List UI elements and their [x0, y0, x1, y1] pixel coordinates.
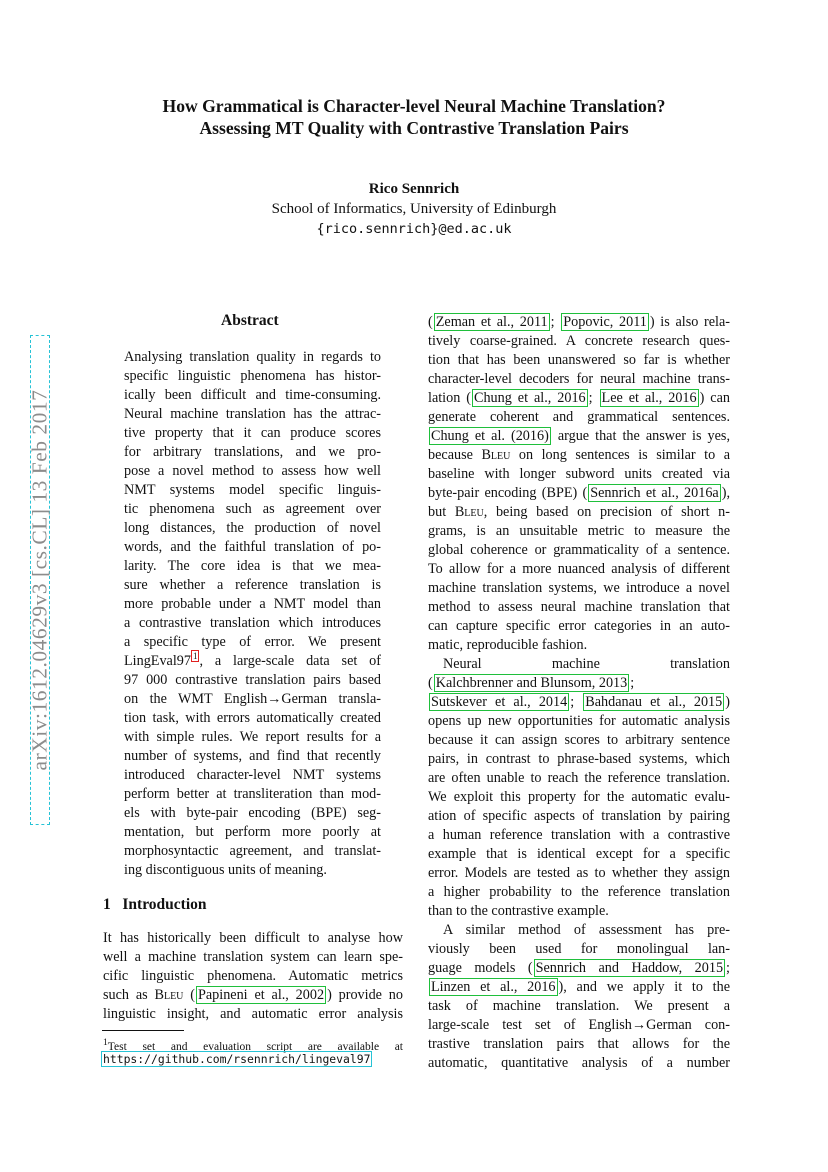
right-line	[428, 446, 730, 465]
abstract-line: more probable under a NMT model than	[124, 596, 381, 612]
right-line: can capture specific error categories in an auto-	[428, 618, 730, 634]
abstract-line: perform better at transliteration than mod-	[124, 786, 381, 802]
abstract-line: tic phenomena such as agreement over	[124, 501, 381, 517]
intro-line: well a machine translation system can learn spe-	[103, 949, 403, 965]
right-line: guage models ( Sennrich and Haddow, 2015 ;	[428, 960, 730, 976]
right-line: example that is identical except for a specific	[428, 846, 730, 862]
right-line: We exploit this property for the automatic evalu-	[428, 789, 730, 805]
text-run: on long sentences is similar to a	[510, 447, 730, 463]
citation-link[interactable]: Sennrich et al., 2016a	[590, 485, 719, 501]
right-line: trastive translation pairs that allows for the	[428, 1036, 730, 1052]
right-line: Sutskever et al., 2014 ; Bahdanau et al., 2015 )	[431, 694, 730, 710]
text-run: byte-pair encoding (BPE) (	[428, 485, 588, 501]
footnote-url-link[interactable]: https://github.com/rsennrich/lingeval97	[103, 1052, 371, 1066]
right-line: global coherence or grammaticality of a sentence.	[428, 542, 730, 558]
abstract-line: with simple rules. We report results for a	[124, 729, 381, 745]
citation-link[interactable]: Bahdanau et al., 2015	[585, 694, 723, 710]
citation-link[interactable]: Papineni et al., 2002	[197, 987, 325, 1003]
abstract-line: 97 000 contrastive translation pairs based	[124, 672, 381, 688]
abstract-line: ing discontiguous units of meaning.	[124, 862, 327, 878]
intro-line: It has historically been difficult to analyse how	[103, 930, 403, 946]
arxiv-stamp-text: arXiv:1612.04629v3 [cs.CL] 13 Feb 2017	[27, 389, 52, 771]
right-line	[428, 427, 730, 446]
right-line: method to assess neural machine translation that	[428, 599, 730, 615]
right-line: machine translation systems, we introduce a novel	[428, 580, 730, 596]
right-line	[428, 484, 730, 503]
abstract-line	[124, 652, 381, 671]
citation-link[interactable]: Chung et al. (2016)	[431, 428, 549, 444]
text-run: provide no	[331, 987, 403, 1003]
right-line: baseline with longer subword units created via	[428, 466, 730, 482]
right-line	[428, 503, 730, 522]
citation-link[interactable]: Lee et al., 2016	[601, 390, 697, 406]
intro-heading	[103, 895, 207, 914]
footnote-marker: 1	[103, 1037, 108, 1048]
footnote-marker-link[interactable]: 1	[192, 651, 198, 662]
text-run: translation	[670, 656, 730, 672]
abstract-line: larity. The core idea is that we mea-	[124, 558, 381, 574]
abstract-line: Neural machine translation has the attrac-	[124, 406, 381, 422]
abstract-line: long distances, the production of novel	[124, 520, 381, 536]
text-run: ),	[721, 485, 730, 501]
right-line: To allow for a more nuanced analysis of different	[428, 561, 730, 577]
right-line: lation ( Chung et al., 2016 ; Lee et al., 2016 ) can	[428, 390, 730, 406]
citation-link[interactable]: Sutskever et al., 2014	[431, 694, 568, 710]
text-run: guage models (	[428, 960, 533, 976]
text-run: but	[428, 504, 455, 520]
citation-link[interactable]: Kalchbrenner and Blunsom, 2013	[435, 675, 628, 691]
text-run: ), and we apply it to the	[558, 979, 730, 995]
intro-heading-number: 1	[103, 896, 111, 913]
footnote-url-line	[101, 1050, 372, 1069]
abstract-line: on the WMT English→German transla-	[124, 691, 381, 707]
abstract-line: morphosyntactic agreement, and translat-	[124, 843, 381, 859]
abstract-line: ically been difficult and time-consuming.	[124, 387, 381, 403]
right-line: large-scale test set of English→German con-	[428, 1017, 730, 1033]
abstract-line: tive property that it can produce scores	[124, 425, 381, 441]
right-line: tively coarse-grained. A concrete research ques-	[428, 333, 730, 349]
right-line: pairs, in contrast to phrase-based systems, which	[428, 751, 730, 767]
right-line: character-level decoders for neural machine trans-	[428, 371, 730, 387]
paper-title-line-2: Assessing MT Quality with Contrastive Translation Pairs	[199, 118, 629, 138]
abstract-line: mentation, but perform more poorly at	[124, 824, 381, 840]
abstract-line: a contrastive translation which introduces	[124, 615, 381, 631]
citation-link[interactable]: Zeman et al., 2011	[435, 314, 548, 330]
right-line: tion that has been unanswered so far is whether	[428, 352, 730, 368]
right-line: viously been used for monolingual lan-	[428, 941, 730, 957]
text-run: because	[428, 447, 482, 463]
right-line: error. Models are tested as to whether they assign	[428, 865, 730, 881]
right-line	[428, 978, 730, 997]
footnote-rule	[102, 1030, 184, 1031]
citation-link[interactable]: Linzen et al., 2016	[431, 979, 556, 995]
abstract-line: introduced character-level NMT systems	[124, 767, 381, 783]
paper-title-line-1: How Grammatical is Character-level Neural Machine Translation?	[162, 96, 666, 116]
citation-link[interactable]: Chung et al., 2016	[474, 390, 586, 406]
right-line: than to the contrastive example.	[428, 903, 609, 919]
text-run: ) is also rela-	[649, 314, 731, 330]
text-run: LingEval97	[124, 653, 191, 669]
author-affiliation: School of Informatics, University of Edinburgh	[271, 201, 557, 217]
text-run: Test set and evaluation script are available at	[107, 1040, 403, 1053]
right-line: A similar method of assessment has pre-	[443, 922, 730, 938]
right-line: ( Kalchbrenner and Blunsom, 2013 ;	[428, 675, 635, 691]
abstract-line: pose a novel method to assess how well	[124, 463, 381, 479]
bleu-term: Bleu	[481, 447, 511, 463]
text-run: lation (	[428, 390, 471, 406]
text-run: machine	[551, 656, 600, 672]
intro-line: such as Bleu ( Papineni et al., 2002 ) provide no	[103, 987, 403, 1003]
right-line: are often unable to reach the reference translation.	[428, 770, 730, 786]
text-run: , being based on precision of short n-	[483, 504, 730, 520]
right-line: a higher probability to the reference translation	[428, 884, 730, 900]
text-run: ) can	[699, 390, 730, 406]
arxiv-stamp-link[interactable]	[27, 335, 52, 825]
right-line: task of machine translation. We present a	[428, 998, 730, 1014]
right-line: matic, reproducible fashion.	[428, 637, 588, 653]
right-line: automatic, quantitative analysis of a number	[428, 1055, 730, 1071]
text-run: , a large-scale data set of	[199, 653, 381, 669]
citation-link[interactable]: Sennrich and Haddow, 2015	[535, 960, 724, 976]
text-run: argue that the answer is yes,	[551, 428, 730, 444]
abstract-line: NMT systems model specific linguis-	[124, 482, 381, 498]
right-line: ( Zeman et al., 2011 ; Popovic, 2011 ) is also rela-	[428, 314, 731, 330]
right-line: generate coherent and grammatical sentences.	[428, 409, 730, 425]
intro-line: linguistic insight, and automatic error analysis	[103, 1006, 403, 1022]
text-run: such as	[103, 987, 155, 1003]
text-run: Neural	[443, 656, 482, 672]
author-name: Rico Sennrich	[368, 181, 460, 197]
citation-link[interactable]: Popovic, 2011	[563, 314, 647, 330]
right-line: opens up new opportunities for automatic analysis	[428, 713, 730, 729]
abstract-line: els with byte-pair encoding (BPE) seg-	[124, 805, 381, 821]
intro-line: cific linguistic phenomena. Automatic metrics	[103, 968, 403, 984]
abstract-line: words, and the faithful translation of po-	[124, 539, 381, 555]
right-line: grams, is an unsuitable metric to measure the	[428, 523, 730, 539]
bleu-term: Bleu	[454, 504, 484, 520]
author-email: {rico.sennrich}@ed.ac.uk	[316, 221, 512, 237]
right-line: ation of specific aspects of translation by pairing	[428, 808, 730, 824]
bleu-term: Bleu	[154, 987, 184, 1003]
abstract-heading: Abstract	[221, 312, 279, 329]
abstract-line: sure whether a reference translation is	[124, 577, 381, 593]
abstract-line: for arbitrary translations, and we pro-	[124, 444, 381, 460]
right-line: a human reference translation with a contrastive	[428, 827, 730, 843]
intro-heading-text: Introduction	[122, 896, 207, 913]
abstract-line: Analysing translation quality in regards to	[124, 349, 381, 365]
right-line	[443, 655, 730, 674]
abstract-line: tion task, with errors automatically created	[124, 710, 381, 726]
abstract-line: specific linguistic phenomena has histor-	[124, 368, 381, 384]
abstract-line: number of systems, and find that recently	[124, 748, 381, 764]
right-line: because it can assign scores to arbitrary sentence	[428, 732, 730, 748]
abstract-line: a specific type of error. We present	[124, 634, 381, 650]
